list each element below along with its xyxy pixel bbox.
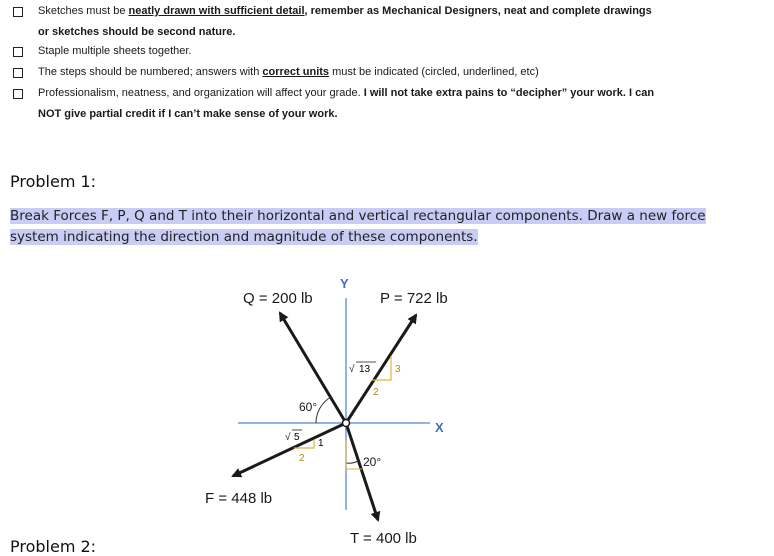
p-slope-hyp: 13	[359, 364, 371, 375]
force-p-label: P = 722 lb	[380, 290, 448, 307]
p-slope-radical: √	[349, 364, 355, 375]
t-angle-label: 20°	[363, 455, 382, 469]
problem-2-heading: Problem 2:	[10, 537, 97, 556]
problem-1-heading: Problem 1:	[10, 172, 97, 191]
force-q-label: Q = 200 lb	[243, 290, 313, 307]
origin-point	[343, 420, 350, 427]
checklist-text: Professionalism, neatness, and organization will affect your grade. I will not take extra pains to “decipher” your work. I can NOT give partial credit if I can’t make sense of your work.	[38, 87, 655, 120]
force-f-arrow	[233, 423, 346, 476]
q-angle-arc	[316, 397, 331, 423]
f-slope-run: 2	[299, 453, 305, 464]
y-axis-label: Y	[340, 276, 349, 291]
checklist-text: Sketches must be neatly drawn with sufficient detail, remember as Mechanical Designers, neat and complete drawings or sketches should be second nature.	[38, 5, 652, 38]
f-slope-hyp: 5	[294, 432, 300, 443]
q-angle-label: 60°	[299, 400, 318, 414]
problem-1-text-line2: system indicating the direction and magnitude of these components.	[10, 229, 478, 245]
force-f-label: F = 448 lb	[205, 490, 273, 507]
checklist-text: Staple multiple sheets together.	[38, 45, 192, 57]
force-t-arrow	[346, 423, 378, 520]
checklist-text: The steps should be numbered; answers with correct units must be indicated (circled, underlined, etc)	[38, 66, 539, 78]
t-angle-arc	[346, 461, 358, 463]
p-slope-run: 2	[373, 387, 379, 398]
x-axis-label: X	[435, 420, 444, 435]
problem-1-text-line1: Break Forces F, P, Q and T into their horizontal and vertical rectangular components. Draw a new force	[10, 208, 706, 224]
p-slope-rise: 3	[395, 364, 401, 375]
f-slope-rise: 1	[318, 438, 324, 449]
f-slope-radical: √	[285, 432, 291, 443]
force-t-label: T = 400 lb	[350, 530, 417, 547]
force-p-arrow	[346, 315, 416, 423]
